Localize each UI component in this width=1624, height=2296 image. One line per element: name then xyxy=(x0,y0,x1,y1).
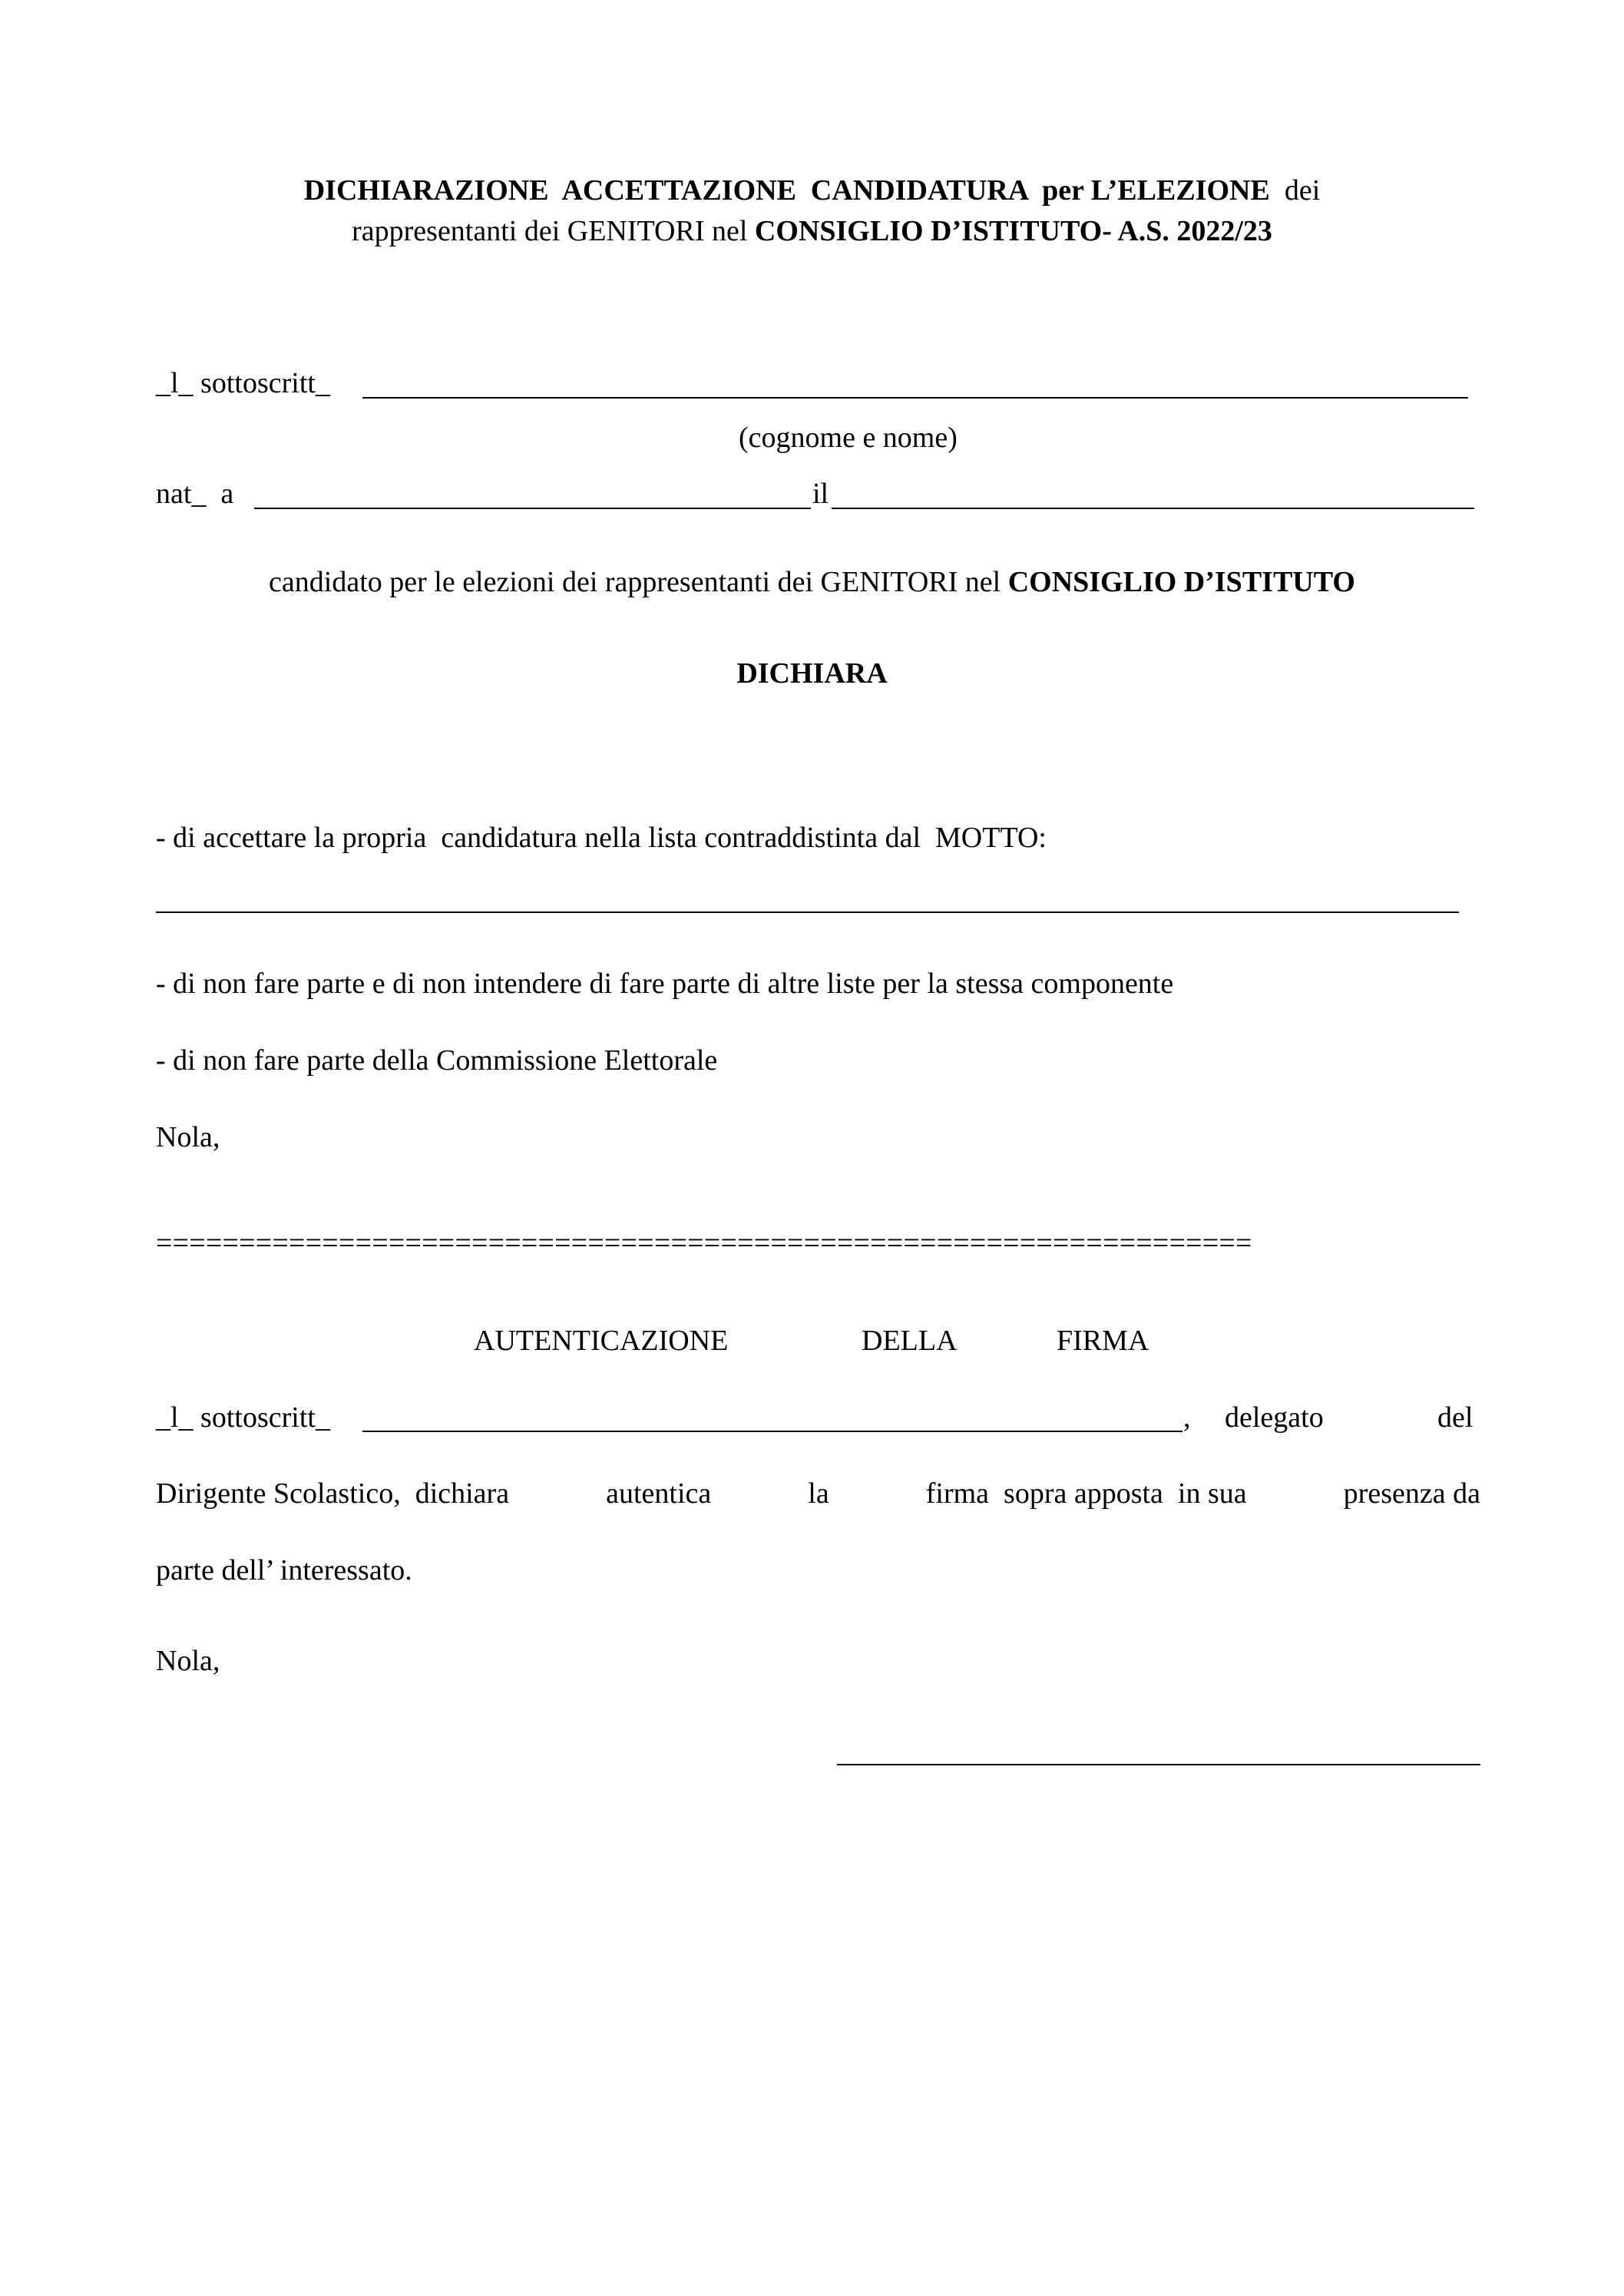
motto-field-line[interactable] xyxy=(156,911,1459,913)
auth-statement-word-1: Dirigente Scolastico, dichiara xyxy=(156,1477,510,1510)
birthplace-field-line[interactable] xyxy=(254,508,811,509)
name-field-line[interactable] xyxy=(362,397,1468,399)
document-subtitle xyxy=(0,217,1624,246)
delegato-word: delegato xyxy=(1225,1401,1324,1434)
place-label: Nola, xyxy=(156,1121,220,1153)
title-line1-bold: DICHIARAZIONE ACCETTAZIONE CANDIDATURA per L’ELEZIONE xyxy=(303,174,1270,207)
birthdate-field-line[interactable] xyxy=(832,508,1474,509)
subtitle-bold: CONSIGLIO D’ISTITUTO- A.S. 2022/23 xyxy=(754,215,1272,247)
il-label: il xyxy=(812,478,829,510)
signature-line[interactable] xyxy=(837,1764,1480,1765)
nato-label: nat_ a xyxy=(156,478,241,510)
name-caption: (cognome e nome) xyxy=(739,422,958,454)
document-title xyxy=(0,176,1624,205)
auth-place-label: Nola, xyxy=(156,1645,220,1677)
title-line1-normal: dei xyxy=(1284,174,1321,207)
sottoscritto-label: _l_ sottoscritt_ xyxy=(156,367,338,399)
no-commission-statement: - di non fare parte della Commissione Elettorale xyxy=(156,1044,718,1077)
candidacy-normal: candidato per le elezioni dei rappresentanti dei GENITORI nel xyxy=(269,566,1008,598)
delegate-name-field-line[interactable] xyxy=(362,1431,1182,1432)
separator: ================================================================== xyxy=(156,1227,1252,1259)
auth-statement-line xyxy=(156,1479,1480,1508)
del-word: del xyxy=(1437,1401,1474,1434)
no-other-lists-statement: - di non fare parte e di non intendere di fare parte di altre liste per la stessa componente xyxy=(156,968,1174,1000)
candidacy-line xyxy=(0,567,1624,597)
auth-statement-word-4: firma sopra apposta in sua xyxy=(925,1477,1247,1510)
auth-statement-end: parte dell’ interessato. xyxy=(156,1554,412,1586)
auth-statement-word-2: autentica xyxy=(606,1477,712,1510)
auth-title-word-2: DELLA xyxy=(862,1325,958,1357)
accept-statement: - di accettare la propria candidatura nella lista contraddistinta dal MOTTO: xyxy=(156,822,1047,854)
auth-title-word-1: AUTENTICAZIONE xyxy=(474,1325,729,1357)
auth-statement-word-5: presenza da xyxy=(1343,1477,1480,1510)
auth-title-word-3: FIRMA xyxy=(1057,1325,1149,1357)
auth-sottoscritto-label: _l_ sottoscritt_ xyxy=(156,1401,338,1434)
auth-statement-word-3: la xyxy=(808,1477,829,1510)
auth-comma: , xyxy=(1183,1401,1191,1434)
candidacy-bold: CONSIGLIO D’ISTITUTO xyxy=(1007,566,1355,598)
subtitle-normal: rappresentanti dei GENITORI nel xyxy=(352,215,755,247)
dichiara-heading: DICHIARA xyxy=(736,657,888,690)
